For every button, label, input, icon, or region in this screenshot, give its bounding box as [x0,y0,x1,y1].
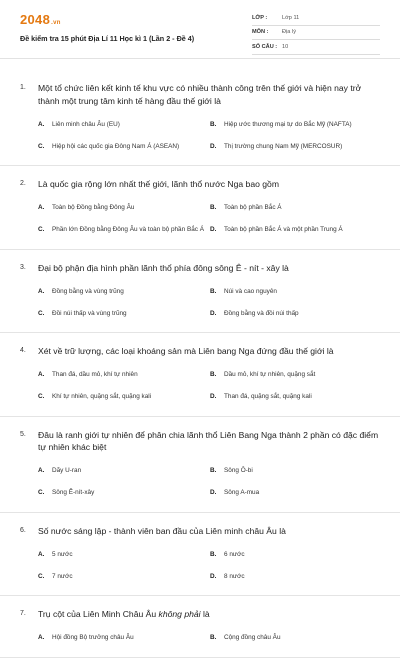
option-letter: C. [38,309,45,317]
option-letter: C. [38,572,45,580]
option-letter: B. [210,287,217,295]
meta-value: Lớp 11 [282,14,300,21]
question-item [0,513,400,597]
answer-options [38,197,380,241]
option-letter: A. [38,371,45,378]
answer-option-a[interactable] [38,543,210,565]
option-letter: A. [38,204,45,211]
answer-options [38,113,380,157]
meta-label: MÔN : [252,29,269,36]
question-item [0,596,400,658]
answer-option-b[interactable] [210,543,382,565]
question-text: Đâu là ranh giới tự nhiên để phân chia lãnh thổ Liên Bang Nga thành 2 phần có đặc điểm tự nhiên khác biệt [38,429,379,452]
answer-option-d[interactable] [210,565,382,587]
option-text: Phần lớn Đồng bằng Đông Âu và toàn bộ phần Bắc Á [52,226,204,233]
answer-options [38,280,380,324]
option-text: Đồi núi thấp và vùng trũng [52,309,127,317]
question-number: 7. [20,610,26,617]
answer-option-c[interactable] [38,482,210,504]
question-list [0,70,400,658]
answer-option-a[interactable] [38,280,210,302]
option-text: 8 nước [224,572,245,580]
meta-row-class [252,11,380,26]
answer-option-b[interactable] [210,627,382,649]
option-text: Núi và cao nguyên [224,287,277,295]
answer-option-c[interactable] [38,135,210,157]
option-text: 5 nước [52,550,73,558]
option-letter: B. [210,371,217,378]
option-text: Liên minh châu Âu (EU) [52,120,120,128]
question-item [0,250,400,334]
meta-row-subject [252,26,380,41]
question-item [0,417,400,513]
answer-option-d[interactable] [210,482,382,504]
option-letter: D. [210,309,217,317]
page-title: Đề kiểm tra 15 phút Địa Lí 11 Học kì 1 (Lần 2 - Đề 4) [20,34,195,43]
answer-options [38,460,380,504]
option-text: Dãy U-ran [52,467,82,474]
question-text: Là quốc gia rộng lớn nhất thế giới, lãnh thổ nước Nga bao gồm [38,179,279,189]
meta-label: LỚP : [252,14,268,21]
answer-options [38,543,380,587]
option-text: Hội đồng Bộ trưởng châu Âu [52,634,134,641]
answer-option-c[interactable] [38,302,210,324]
meta-value: 10 [282,43,289,50]
answer-option-b[interactable] [210,113,382,135]
answer-option-c[interactable] [38,386,210,408]
answer-option-a[interactable] [38,364,210,386]
answer-option-a[interactable] [38,197,210,219]
option-text: Sông A-mua [224,489,260,496]
option-text: Đồng bằng và đồi núi thấp [224,309,299,317]
option-letter: C. [38,489,45,496]
option-letter: D. [210,393,217,400]
option-text: Sông Ô-bi [224,467,253,474]
answer-options [38,364,380,408]
option-text: Hiệp hội các quốc gia Đông Nam Á (ASEAN) [52,142,180,150]
option-letter: A. [38,120,45,128]
option-letter: B. [210,120,217,128]
answer-option-d[interactable] [210,302,382,324]
option-text: Hiệp ước thương mại tự do Bắc Mỹ (NAFTA) [224,120,352,128]
answer-options [38,627,380,649]
option-text: Than đá, dầu mỏ, khí tự nhiên [52,371,138,378]
option-letter: A. [38,287,45,295]
question-text: Một tổ chức liên kết kinh tế khu vực có nhiều thành công trên thế giới và hiện nay trở thành một trung tâm kinh tế hàng đầu thế giới là [38,83,362,106]
question-item [0,70,400,166]
option-text: Dầu mỏ, khí tự nhiên, quặng sắt [224,371,316,378]
meta-row-count [252,40,380,55]
option-letter: A. [38,467,45,474]
meta-label: SỐ CÂU : [252,43,278,50]
option-letter: A. [38,550,45,558]
option-text: Thị trường chung Nam Mỹ (MERCOSUR) [224,142,343,150]
option-text: Đồng bằng và vùng trũng [52,287,124,295]
option-text: Khí tự nhiên, quặng sắt, quặng kali [52,393,152,400]
question-number: 2. [20,180,26,187]
option-letter: C. [38,142,45,150]
answer-option-b[interactable] [210,197,382,219]
option-letter: C. [38,226,45,233]
question-text: Đại bộ phận địa hình phần lãnh thổ phía đông sông Ê - nít - xây là [38,262,289,273]
question-item [0,333,400,417]
test-meta-table [252,11,380,55]
option-letter: B. [210,204,217,211]
option-text: 6 nước [224,550,245,558]
question-number: 1. [20,84,26,91]
question-text: Trụ cột của Liên Minh Châu Âu không phải là [38,609,210,619]
answer-option-b[interactable] [210,364,382,386]
answer-option-a[interactable] [38,460,210,482]
meta-value: Địa lý [282,29,296,36]
option-letter: A. [38,634,45,641]
option-letter: C. [38,393,45,400]
answer-option-c[interactable] [38,219,210,241]
answer-option-d[interactable] [210,219,382,241]
site-logo[interactable]: 2048.vn [20,12,61,27]
option-letter: D. [210,572,217,580]
answer-option-a[interactable] [38,113,210,135]
option-letter: D. [210,489,217,496]
answer-option-b[interactable] [210,280,382,302]
answer-option-a[interactable] [38,627,210,649]
question-text: Xét về trữ lượng, các loại khoáng sản mà Liên bang Nga đứng đầu thế giới là [38,346,334,356]
option-letter: D. [210,142,217,150]
answer-option-d[interactable] [210,135,382,157]
answer-option-c[interactable] [38,565,210,587]
answer-option-d[interactable] [210,386,382,408]
option-text: Toàn bộ Đồng bằng Đông Âu [52,204,135,211]
question-number: 5. [20,430,26,438]
option-text: Than đá, quặng sắt, quặng kali [224,393,312,400]
option-text: Cộng đồng châu Âu [224,634,281,641]
option-text: Sông Ê-nít-xây [52,489,95,496]
option-letter: B. [210,467,217,474]
option-letter: B. [210,634,217,641]
option-text: Toàn bộ phần Bắc Á và một phần Trung Á [224,226,343,233]
option-letter: D. [210,226,217,233]
header [0,0,400,59]
option-text: Toàn bộ phần Bắc Á [224,204,282,211]
question-text: Số nước sáng lập - thành viên ban đầu của Liên minh châu Âu là [38,525,286,536]
question-item [0,166,400,250]
question-number: 3. [20,263,26,271]
emphasis-text: không phải [158,609,201,619]
answer-option-b[interactable] [210,460,382,482]
option-text: 7 nước [52,572,73,580]
option-letter: B. [210,550,217,558]
question-number: 4. [20,347,26,354]
question-number: 6. [20,526,26,534]
